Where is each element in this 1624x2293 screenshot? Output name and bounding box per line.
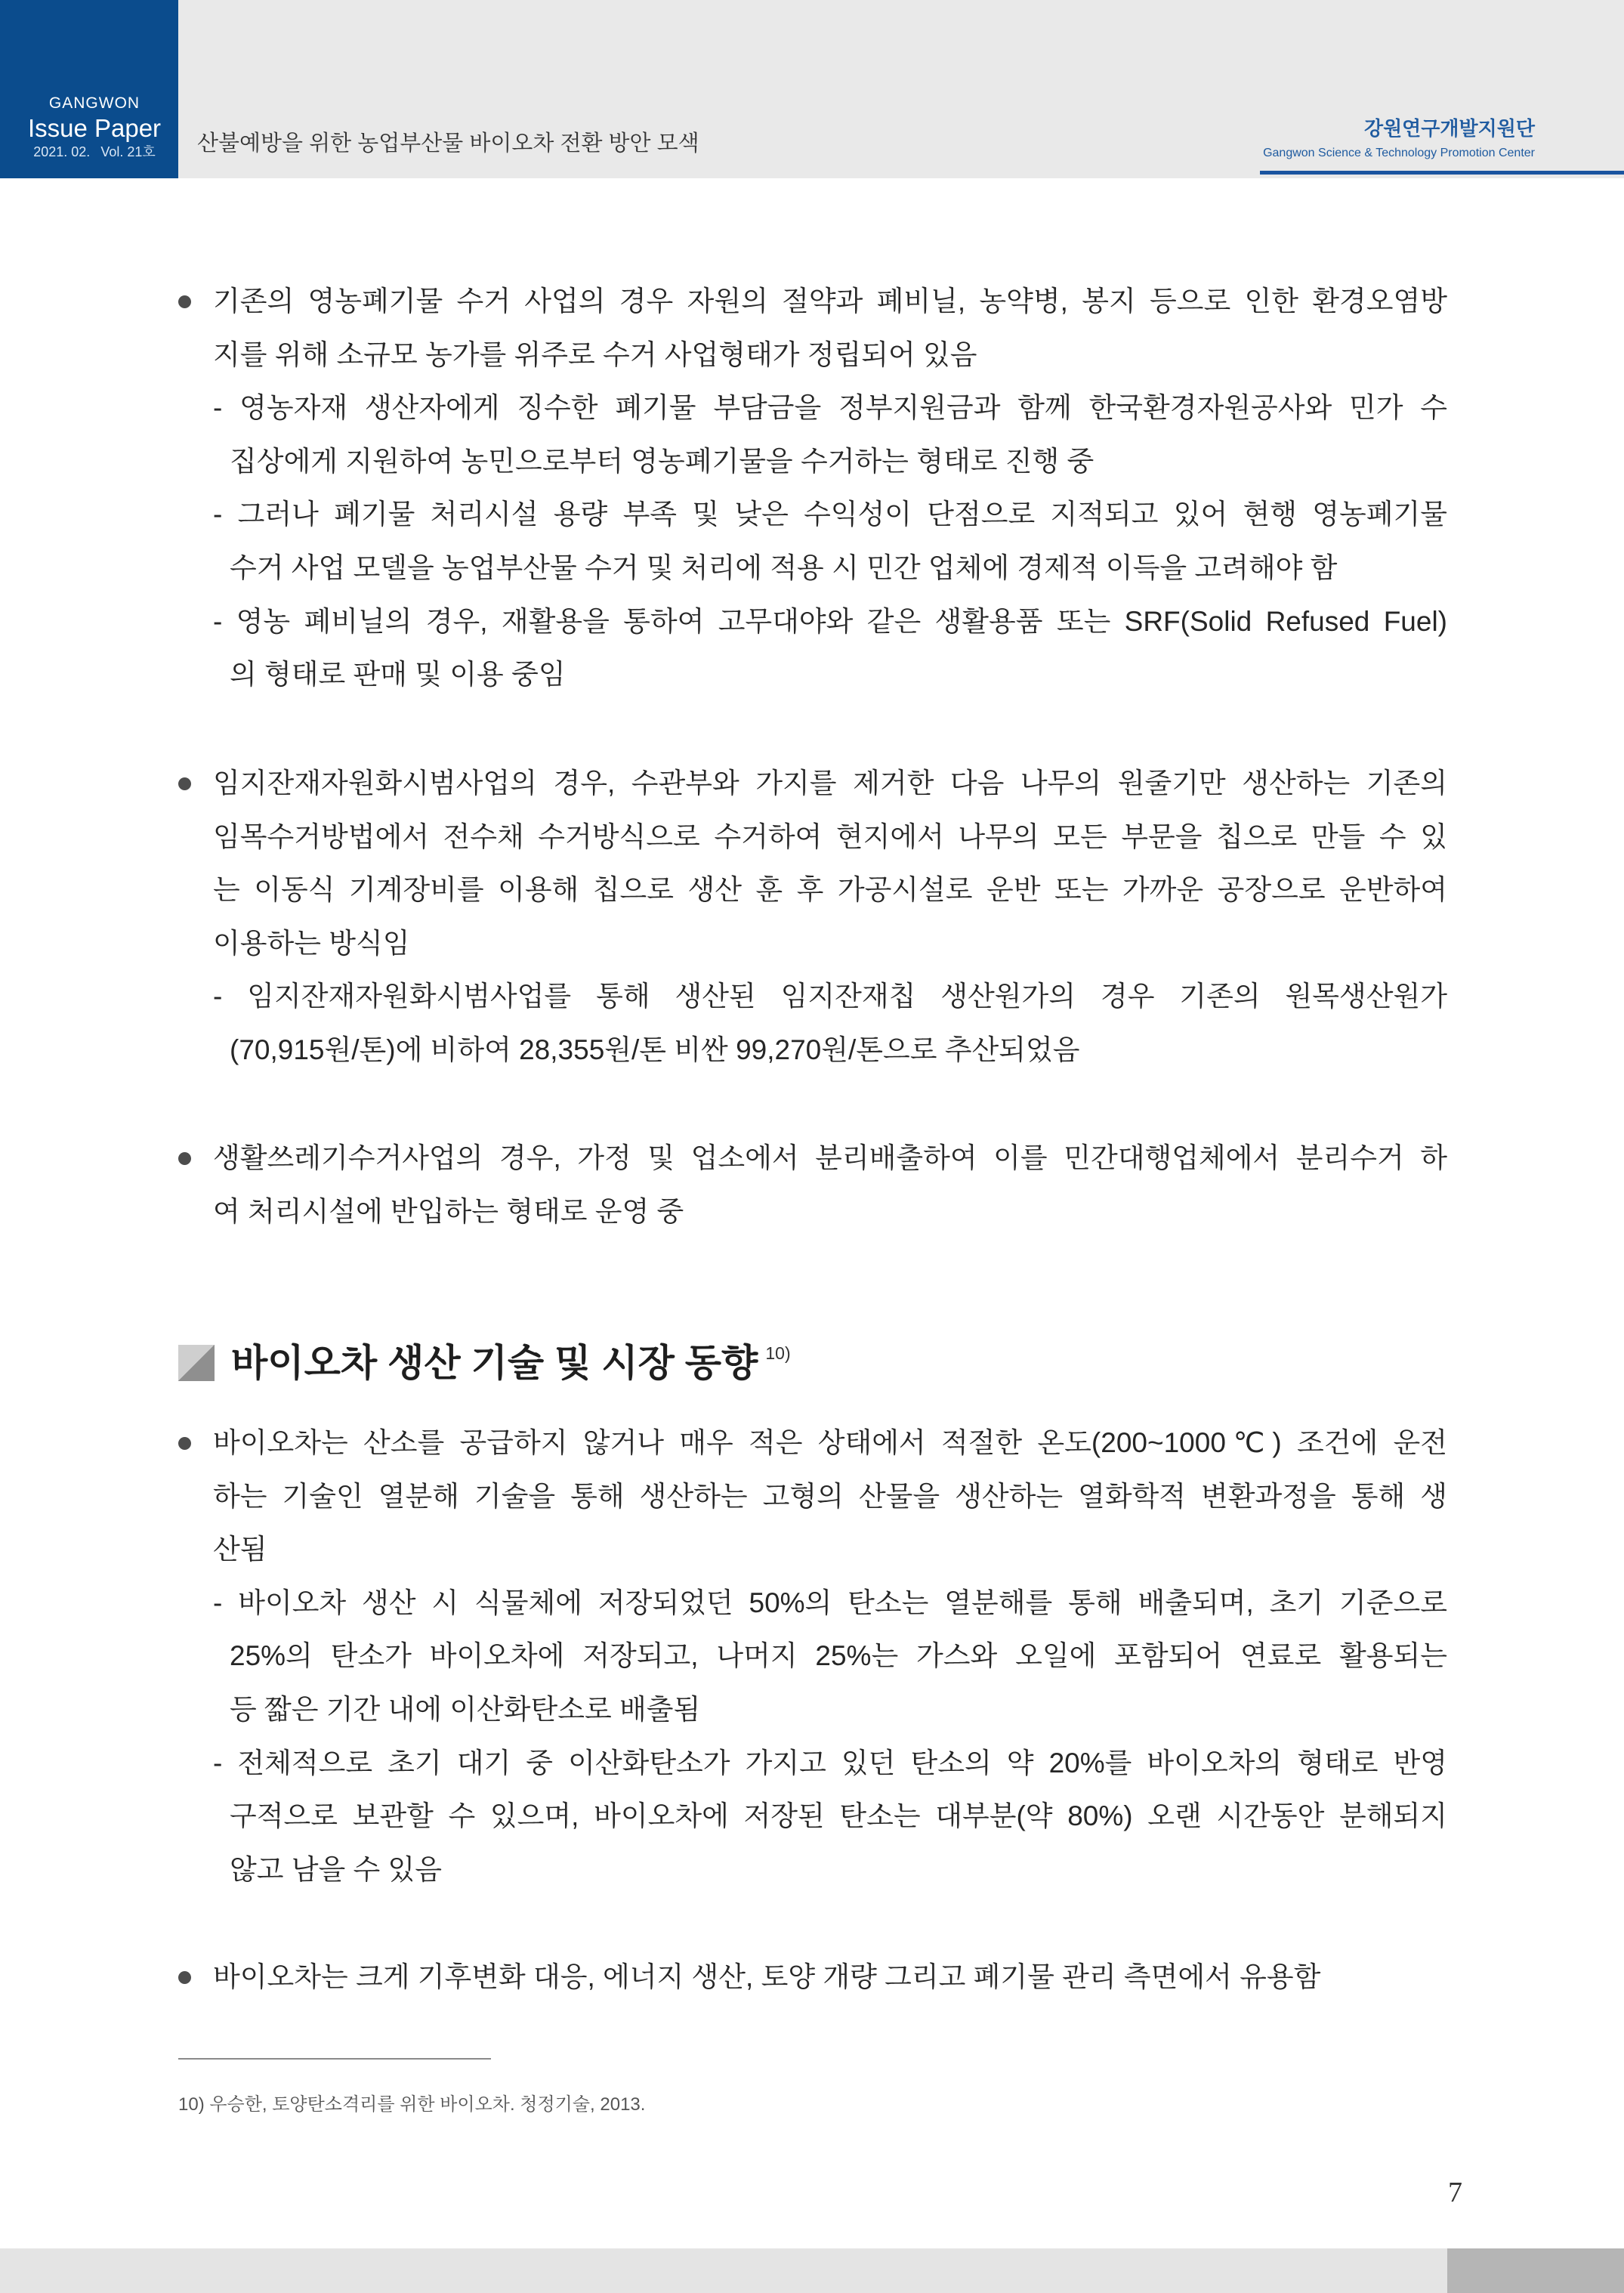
line-text: - 그러나 폐기물 처리시설 용량 부족 및 낮은 수익성이 단점으로 지적되고 있어 현행 영농폐기물 — [213, 499, 1447, 530]
text-line — [0, 1843, 1624, 1897]
line-text: 는 이동식 기계장비를 이용해 칩으로 생산 훈 후 가공시설로 운반 또는 가까운 공장으로 운반하여 — [213, 874, 1447, 906]
text-line — [0, 595, 1624, 649]
organization-name-kr: 강원연구개발지원단 — [1363, 117, 1535, 140]
sub-item — [0, 382, 1624, 488]
sub-item — [0, 1737, 1624, 1897]
text-line — [0, 488, 1624, 542]
footer-accent-block — [1447, 2248, 1624, 2293]
brand-top-label: GANGWON — [48, 94, 140, 112]
sub-item — [0, 595, 1624, 702]
text-line — [0, 329, 1624, 382]
issue-volume: Vol. 21호 — [100, 144, 156, 159]
line-text: - 영농 폐비닐의 경우, 재활용을 통하여 고무대야와 같은 생활용품 또는 SRF(Solid Refused Fuel) — [213, 605, 1447, 637]
line-text: - 전체적으로 초기 대기 중 이산화탄소가 가지고 있던 탄소의 약 20%를 바이오차의 형태로 반영 — [213, 1747, 1447, 1778]
text-line — [0, 275, 1624, 329]
line-text: 수거 사업 모델을 농업부산물 수거 및 처리에 적용 시 민간 업체에 경제적 이득을 고려해야 함 — [230, 552, 1338, 583]
bullet-dot-icon — [178, 1152, 191, 1165]
text-group — [0, 1417, 1624, 1896]
square-marker-icon — [178, 1345, 215, 1381]
issue-info — [11, 144, 178, 160]
line-text: - 임지잔재자원화시범사업를 통해 생산된 임지잔재칩 생산원가의 경우 기존의 원목생산원가 — [213, 981, 1447, 1012]
bullet-dot-icon — [178, 295, 191, 308]
line-text: 바이오차는 산소를 공급하지 않거나 매우 적은 상태에서 적절한 온도(200~1000℃) 조건에 운전 — [213, 1427, 1447, 1458]
line-text: 산됨 — [213, 1534, 267, 1565]
footer-band — [0, 2248, 1624, 2293]
line-text: - 영농자재 생산자에게 징수한 폐기물 부담금을 정부지원금과 함께 한국환경자원공사와 민가 수 — [213, 392, 1447, 424]
text-line — [0, 1523, 1624, 1577]
text-line — [0, 542, 1624, 595]
sub-item — [0, 1577, 1624, 1737]
line-text: 의 형태로 판매 및 이용 중임 — [230, 659, 566, 691]
footnote-reference: 10) — [765, 1343, 791, 1363]
bullet-item — [0, 1417, 1624, 1577]
footnote-text: 10) 우승한, 토양탄소격리를 위한 바이오차. 청정기술, 2013. — [178, 2094, 646, 2115]
running-title: 산불예방을 위한 농업부산물 바이오차 전환 방안 모색 — [197, 131, 699, 156]
issue-date: 2021. 02. — [33, 144, 91, 159]
text-line — [0, 1024, 1624, 1077]
bullet-item — [0, 1132, 1624, 1238]
text-line — [0, 811, 1624, 864]
bullet-dot-icon — [178, 777, 191, 790]
text-line — [0, 1790, 1624, 1843]
text-line — [0, 757, 1624, 811]
line-text: 25%의 탄소가 바이오차에 저장되고, 나머지 25%는 가스와 오일에 포함되어 연료로 활용되는 — [230, 1640, 1447, 1672]
text-line — [0, 648, 1624, 702]
text-line — [0, 917, 1624, 971]
text-group — [0, 1132, 1624, 1238]
organization-name-en: Gangwon Science & Technology Promotion Center — [1263, 147, 1535, 159]
bullet-dot-icon — [178, 1971, 191, 1984]
text-line — [0, 1630, 1624, 1683]
text-line — [0, 1683, 1624, 1737]
line-text: 집상에게 지원하여 농민으로부터 영농폐기물을 수거하는 형태로 진행 중 — [230, 445, 1095, 477]
page-number: 7 — [1448, 2177, 1462, 2208]
text-line — [0, 1132, 1624, 1185]
text-line — [0, 1185, 1624, 1239]
text-line — [0, 1577, 1624, 1630]
line-text: 않고 남을 수 있음 — [230, 1853, 443, 1885]
brand-main-label: Issue Paper — [27, 114, 162, 142]
line-text: 바이오차는 크게 기후변화 대응, 에너지 생산, 토양 개량 그리고 폐기물 관리 측면에서 유용함 — [213, 1961, 1321, 1992]
line-text: - 바이오차 생산 시 식물체에 저장되었던 50%의 탄소는 열분해를 통해 배출되며, 초기 기준으로 — [213, 1587, 1447, 1618]
text-line — [0, 382, 1624, 435]
bullet-item — [0, 275, 1624, 382]
text-line — [0, 1470, 1624, 1524]
bullet-dot-icon — [178, 1437, 191, 1450]
line-text: 지를 위해 소규모 농가를 위주로 수거 사업형태가 정립되어 있음 — [213, 338, 977, 370]
sub-item — [0, 970, 1624, 1077]
text-line — [0, 435, 1624, 489]
text-line — [0, 970, 1624, 1024]
bullet-item — [0, 757, 1624, 970]
text-group — [0, 275, 1624, 702]
text-group — [0, 757, 1624, 1077]
line-text: 등 짧은 기간 내에 이산화탄소로 배출됨 — [230, 1693, 701, 1725]
header-accent-rule — [1260, 171, 1624, 175]
line-text: 임지잔재자원화시범사업의 경우, 수관부와 가지를 제거한 다음 나무의 원줄기만 생산하는 기존의 — [213, 768, 1447, 799]
line-text: 생활쓰레기수거사업의 경우, 가정 및 업소에서 분리배출하여 이를 민간대행업체에서 분리수거 하 — [213, 1142, 1447, 1173]
line-text: 하는 기술인 열분해 기술을 통해 생산하는 고형의 산물을 생산하는 열화학적 변환과정을 통해 생 — [213, 1480, 1447, 1512]
text-group — [0, 1951, 1624, 2004]
footnote-divider — [178, 2058, 491, 2060]
text-line — [0, 1951, 1624, 2004]
line-text: (70,915원/톤)에 비하여 28,355원/톤 비싼 99,270원/톤으로 추산되었음 — [230, 1034, 1080, 1065]
text-line — [0, 1737, 1624, 1791]
text-line — [0, 1417, 1624, 1470]
bullet-item — [0, 1951, 1624, 2004]
line-text: 기존의 영농폐기물 수거 사업의 경우 자원의 절약과 폐비닐, 농약병, 봉지 등으로 인한 환경오염방 — [213, 286, 1447, 317]
section-title: 바이오차 생산 기술 및 시장 동향 — [231, 1342, 758, 1384]
line-text: 이용하는 방식임 — [213, 927, 410, 959]
section-title-wrap — [231, 1337, 791, 1389]
issue-paper-badge — [0, 0, 178, 178]
line-text: 임목수거방법에서 전수채 수거방식으로 수거하여 현지에서 나무의 모든 부문을 칩으로 만들 수 있 — [213, 820, 1447, 852]
line-text: 여 처리시설에 반입하는 형태로 운영 중 — [213, 1195, 684, 1227]
text-line — [0, 864, 1624, 917]
line-text: 구적으로 보관할 수 있으며, 바이오차에 저장된 탄소는 대부분(약 80%) 오랜 시간동안 분해되지 — [230, 1800, 1447, 1832]
sub-item — [0, 488, 1624, 595]
